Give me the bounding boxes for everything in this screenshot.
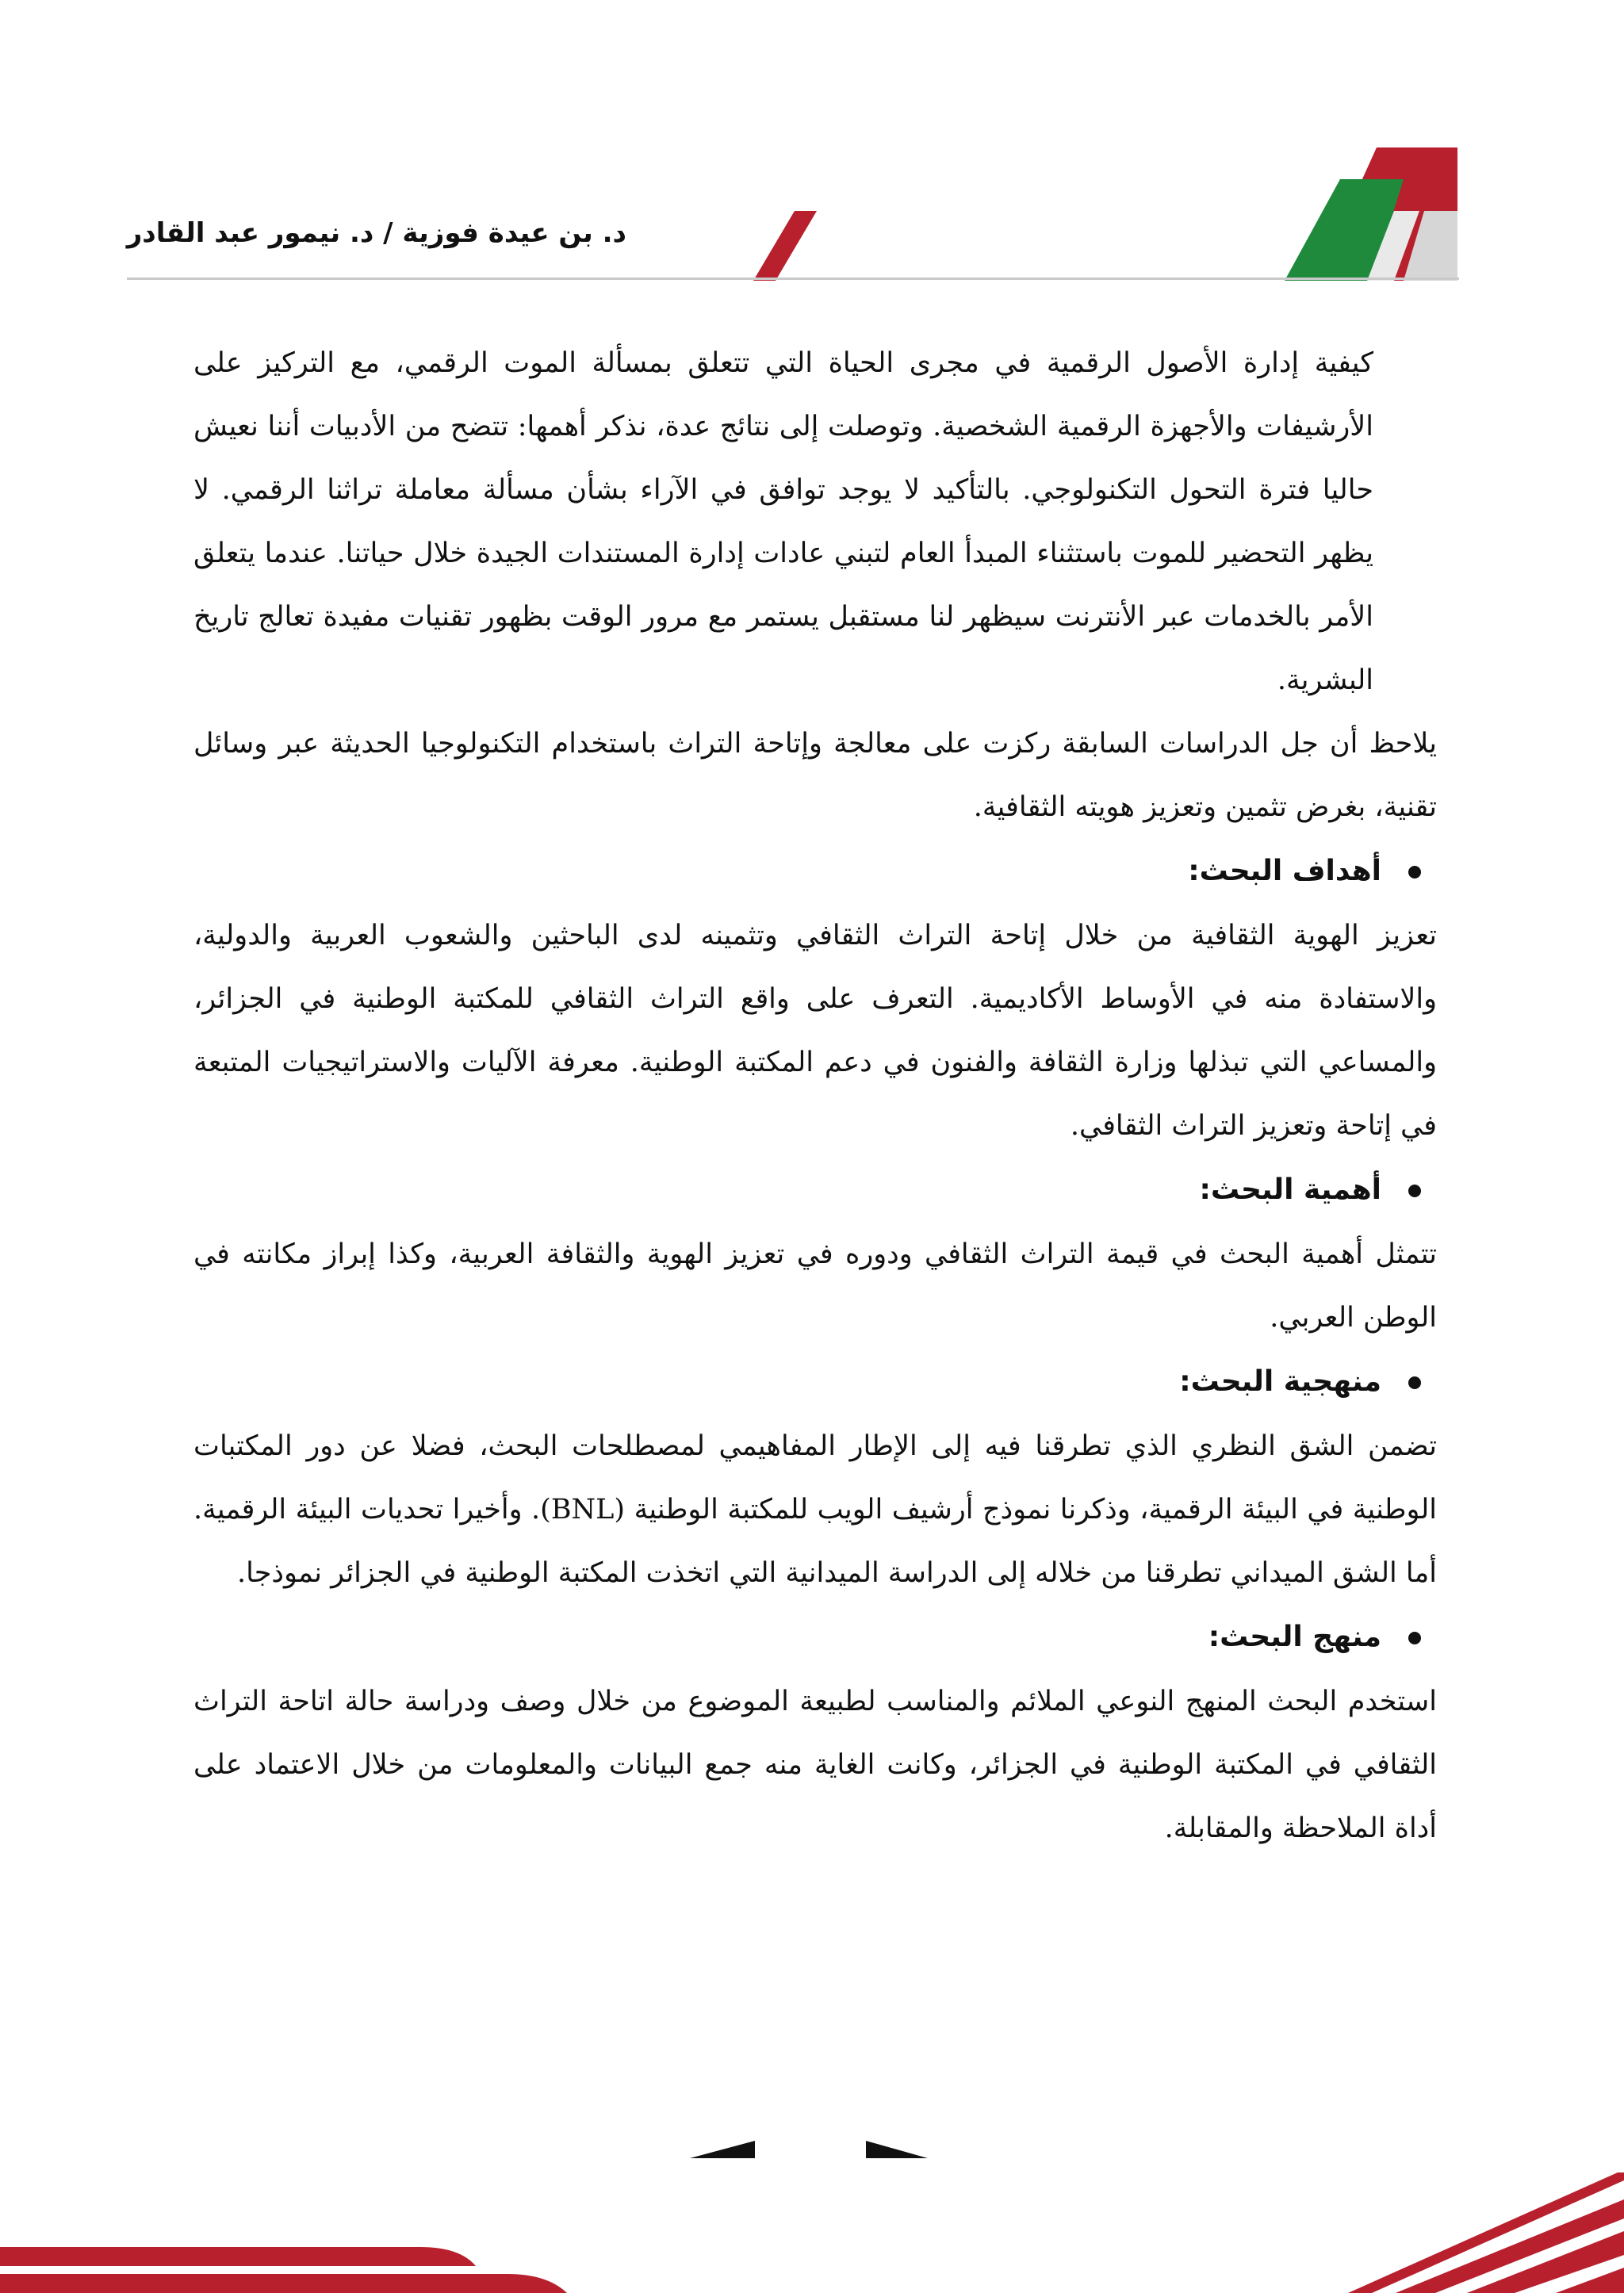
footer-stripes-right-icon — [1348, 2172, 1624, 2293]
footer-stripes-left-icon — [0, 2228, 571, 2293]
paragraph-previous-study: كيفية إدارة الأصول الرقمية في مجرى الحياة التي تتعلق بمسألة الموت الرقمي، مع التركيز على الأرشيفات والأجهزة الرقمية الشخصية. وتوصلت إلى نتائج عدة، نذكر أهمها: تتضح من الأدبيات أننا نعيش حاليا فترة التحول التكنولوجي. بالتأكيد لا يوجد توافق في الآراء بشأن مسألة معاملة تراثنا الرقمي. لا يظهر التحضير للموت باستثناء المبدأ العام لتبني عادات إدارة المستندات الجيدة خلال حياتنا. عندما يتعلق الأمر بالخدمات عبر الأنترنت سيظهر لنا مستقبل يستمر مع مرور الوقت بظهور تقنيات مفيدة تعالج تاريخ البشرية. — [193, 347, 1373, 696]
paragraph-method: استخدم البحث المنهج النوعي الملائم والمناسب لطبيعة الموضوع من خلال وصف ودراسة حالة اتاحة التراث الثقافي في المكتبة الوطنية في الجزائر، وكانت الغاية منه جمع البيانات والمعلومات من خلال الاعتماد على أداة الملاحظة والمقابلة. — [193, 1686, 1437, 1844]
paragraph-objectives: تعزيز الهوية الثقافية من خلال إتاحة التراث الثقافي وتثمينه لدى الباحثين والشعوب العربية والدولية، والاستفادة منه في الأوساط الأكاديمية. التعرف على واقع التراث الثقافي للمكتبة الوطنية في الجزائر، والمساعي التي تبذلها وزارة الثقافة والفنون في دعم المكتبة الوطنية. معرفة الآليات والاستراتيجيات المتبعة في إتاحة وتعزيز التراث الثقافي. — [193, 920, 1437, 1142]
bullet-icon — [1408, 1185, 1421, 1197]
bullet-icon — [1408, 1376, 1421, 1389]
paragraph-methodology: تضمن الشق النظري الذي تطرقنا فيه إلى الإطار المفاهيمي لمصطلحات البحث، فضلا عن دور المكتبات الوطنية في البيئة الرقمية، وذكرنا نموذج أرشيف الويب للمكتبة الوطنية (BNL). وأخيرا تحديات البيئة الرقمية. أما الشق الميداني تطرقنا من خلاله إلى الدراسة الميدانية التي اتخذت المكتبة الوطنية في الجزائر نموذجا. — [193, 1430, 1438, 1589]
paragraph-summary: يلاحظ أن جل الدراسات السابقة ركزت على معالجة وإتاحة التراث باستخدام التكنولوجيا الحديثة عبر وسائل تقنية، بغرض تثمين وتعزيز هويته الثقافية. — [193, 728, 1437, 823]
heading-methodology-label: منهجية البحث: — [1179, 1365, 1381, 1398]
heading-importance-label: أهمية البحث: — [1199, 1173, 1381, 1206]
heading-method — [0, 1605, 1437, 1670]
heading-methodology — [0, 1349, 1437, 1414]
header-authors: د. بن عيدة فوزية / د. نيمور عبد القادر — [126, 217, 626, 249]
paragraph-importance: تتمثل أهمية البحث في قيمة التراث الثقافي ودوره في تعزيز الهوية والثقافة العربية، وكذا إبراز مكانته في الوطن العربي. — [193, 1238, 1437, 1334]
page-nav-arrows-icon — [690, 2141, 928, 2165]
heading-method-label: منهج البحث: — [1208, 1621, 1381, 1653]
header-slash-icon — [753, 211, 817, 281]
heading-objectives-label: أهداف البحث: — [1188, 855, 1381, 887]
heading-objectives — [0, 839, 1437, 904]
bullet-icon — [1408, 1632, 1421, 1644]
header-rule — [127, 278, 1459, 280]
heading-importance — [0, 1158, 1437, 1223]
journal-logo-icon — [1285, 147, 1457, 281]
bullet-icon — [1408, 866, 1421, 879]
article-body — [0, 331, 1624, 1860]
